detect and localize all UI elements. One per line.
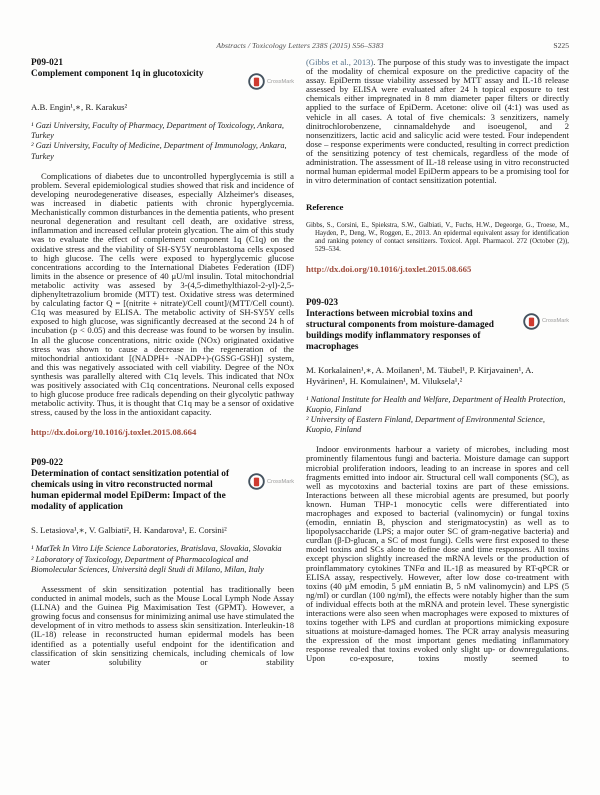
abstract-title: Determination of contact sensitization potential of chemicals using in vitro reconstructed normal human epidermal model EpiDerm: Impact of the modality of application [31, 469, 230, 513]
title-row [306, 309, 569, 353]
crossmark-label: CrossMark [266, 78, 294, 85]
abstract-id: P09-023 [306, 297, 339, 308]
title-row [31, 69, 294, 90]
page-number: S225 [553, 41, 569, 50]
left-column [31, 58, 294, 667]
abstract-id: P09-021 [31, 58, 64, 68]
crossmark-badge[interactable] [248, 473, 294, 490]
affiliation: ¹ National Institute for Health and Welfare, Department of Health Protection, Kuopio, Finland [306, 394, 566, 414]
citation-link[interactable]: (Gibbs et al., 2013) [306, 57, 374, 67]
affiliation: ² Gazi University, Faculty of Medicine, Department of Immunology, Ankara, Turkey [31, 141, 287, 161]
running-head: Abstracts / Toxicology Letters 238S (2015) S56–S383 [216, 41, 384, 50]
crossmark-icon [248, 473, 265, 490]
abstract-p09-023 [306, 298, 569, 664]
crossmark-label: CrossMark [266, 478, 294, 485]
crossmark-icon [248, 73, 265, 90]
abstract-title: Complement component 1q in glucotoxicity [31, 69, 204, 79]
author-line: S. Letasiova¹,∗, V. Galbiati², H. Kandarova¹, E. Corsini² [31, 525, 227, 536]
abstract-body-text: . The purpose of this study was to investigate the impact of the modality of chemical exposure on the predictive capacity of the assay. EpiDerm tissue viability assessed by MTT assay and IL-18 release assessed by ELISA were evaluated after 24 h topical exposure to test chemicals either impregnated in 8 mm diameter paper filters or directly applied to the surface of EpiDerm. Acetone: olive oil (4:1) was used as vehicle in all cases. A total of five chemicals: 3 senzitizers, namely dinitrochlorobenzene, cinnamaldehyde and isoeugenol, and 2 nonsenzitizers, lactic acid and salicylic acid were tested. Four independent dose – response experiments were conducted, resulting in correct prediction of the sensitizing potency of test chemicals, regardless of the mode of administration. The assessment of IL-18 release using in vitro reconstructed normal human epidermal model EpiDerm appears to be a promising tool for in vitro determination of contact sensitization potential. [306, 57, 569, 186]
crossmark-icon [523, 313, 540, 330]
abstract-title: Interactions between microbial toxins and structural components from moisture-damaged buildings modify inflammatory responses of macrophages [306, 308, 494, 352]
affiliation: ¹ Gazi University, Faculty of Pharmacy, Department of Toxicology, Ankara, Turkey [31, 121, 285, 141]
doi-link[interactable]: http://dx.doi.org/10.1016/j.toxlet.2015.08.665 [306, 263, 472, 274]
title-row [31, 469, 294, 513]
abstract-p09-022 [31, 458, 294, 666]
affiliation: ² Laboratory of Toxicology, Department of Pharmacological and Biomolecular Sciences, Università degli Studi di Milano, Milan, Italy [31, 554, 264, 574]
doi-link[interactable]: http://dx.doi.org/10.1016/j.toxlet.2015.08.664 [31, 427, 197, 438]
affiliation: ² University of Eastern Finland, Department of Environmental Science, Kuopio, Finland [306, 414, 545, 435]
abstract-body-continued [306, 58, 569, 185]
abstract-body: Complications of diabetes due to uncontrolled hyperglycemia is still a problem. Several epidemiological studies showed that risk and incidence of developing neurodegenerative diseases, especially Alzheimer's diseases, was increased in diabetic patients with chronic hyperglycemia. Mechanistically common disturbances in the dementia patients, who present neuronal degeneration and resultant cell death, are oxidative stress, inflammation and increased cellular protein glycation. The aim of this study was to evaluate the effect of complement component 1q (C1q) on the oxidative stress and the viability of SH-SY5Y neuroblastoma cells exposed to high glucose. The cells were exposed to hyperglycemic glucose concentrations according to the International Diabetes Federation (IDF) limits in the absence or presence of 40 μU/ml insulin. Total mitochondrial metabolic activity was assesed by 3-(4,5-dimethylthiazol-2-yl)-2,5-diphenyltetrazolium bromide (MTT) test. Oxidative stress was determined by calculating factor Q = [(nitrite + nitrate)/Cell count]/(MTT/Cell count). C1q was measured by ELISA. The metabolic activity of SH-SY5Y cells exposed to high glucose, was significantly decreased at the second 24 h of incubation (p < 0.05) and this decrease was found to be worsen by insulin. In all the glucose concentrations, nitric oxide (NOx) originated oxidative stress was shown to cause a decrease in the regeneration of the mitochondrial antioxidant [(NADPH+ -NADP+)-(GSSG-GSH)] system, and this was negatively associated with cell viability. Degree of the NOx synthesis was parallelly altered with C1q levels. This indicated that NOx was positively associated with C1q concentrations. Neuronal cells exposed to high glucose produce free radicals depending on their glycolytic pathway metabolic activity. Thus, it is thought that C1q may be a sensor of oxidative stress, caused by the loss in the antioxidant capacity. [31, 170, 294, 418]
abstract-body: Indoor environments harbour a variety of microbes, including most prominently filamentous fungi and bacteria. Moisture damage can support microbial proliferation indoors, leading to an increase in spores and cell fragments emitted into indoor air. Structural cell wall components (SC), as well as mycotoxins and bacterial toxins are part of these emissions. Interactions between all these microbial agents are presumed, but poorly known. Human THP-1 monocytic cells were differentiated into macrophages and exposed to bacterial (valinomycin) or fungal toxins (emodin, enniatin B, physcion and sterigmatocystin) as well as to lipopolysaccharide (LPS; a major outer SC of gram-negative bacteria) and curdlan (β-D-glucan, a SC of most fungi). Cells were first exposed to these model toxins and SCs alone to define dose and time responses. All toxins except physcion slightly increased the mRNA levels or the production of proinflammatory cytokines TNFα and IL-1β as measured by RT-qPCR or ELISA assay, respectively. However, after low dose co-treatment with toxins (40 μM emodin, 5 μM enniatin B, 5 nM valinomycin) and LPS (5 ng/ml) or curdlan (100 ng/ml), the effects were notably higher than the sum of individual effects both at the mRNA and protein level. These synergistic interactions were also seen when macrophages were exposed to mixtures of toxins together with LPS and curdlan at proportions mimicking exposure situations at moisture-damaged homes. The PCR array analysis measuring the expression of the most important genes mediating inflammatory response revealed that toxins evoked only slight up- or downregulations. Upon co-exposure, toxins mostly seemed to [306, 444, 569, 664]
affiliations [31, 121, 294, 162]
abstract-p09-021 [31, 58, 294, 437]
crossmark-badge[interactable] [248, 73, 294, 90]
abstract-id: P09-022 [31, 458, 64, 469]
crossmark-badge[interactable] [523, 313, 569, 330]
affiliations [306, 395, 569, 436]
affiliations [31, 544, 294, 575]
affiliation: ¹ MatTek In Vitro Life Science Laboratories, Bratislava, Slovakia, Slovakia [31, 544, 282, 554]
reference-entry: Gibbs, S., Corsini, E., Spiekstra, S.W., Galbiati, V., Fuchs, H.W., Degeorge, G., Troese, M., Hayden, P., Deng, W., Roggen, E., 2013. An epidermal equivalent assay for identification and ranking potency of contact sensitizers. Toxicol. Appl. Pharmacol. 272 (October (2)), 529–534. [306, 222, 569, 253]
abstract-body: Assessment of skin sensitization potential has traditionally been conducted in animal models, such as the Mouse Local Lymph Node Assay (LLNA) and the Guinea Pig Maximisation Test (GPMT). However, a growing focus and consensus for minimizing animal use have stimulated the development of in vitro methods to assess skin sensitization. Interleukin-18 (IL-18) release in reconstructed human epidermal models has been identified as a potentially useful endpoint for the identification and classification of skin sensitizing chemicals, including chemicals of low water solubility or stability [31, 583, 295, 667]
abstract-p09-022-continued [306, 58, 569, 274]
author-line: M. Korkalainen¹,∗, A. Moilanen¹, M. Täubel¹, P. Kirjavainen¹, A. Hyvärinen¹, H. Komulainen¹, M. Viluksela¹,² [306, 364, 534, 386]
page-content [31, 58, 569, 667]
right-column [306, 58, 569, 667]
author-line: A.B. Engin¹,∗, R. Karakus² [31, 102, 128, 112]
crossmark-label: CrossMark [541, 318, 569, 324]
reference-heading: Reference [306, 202, 344, 213]
